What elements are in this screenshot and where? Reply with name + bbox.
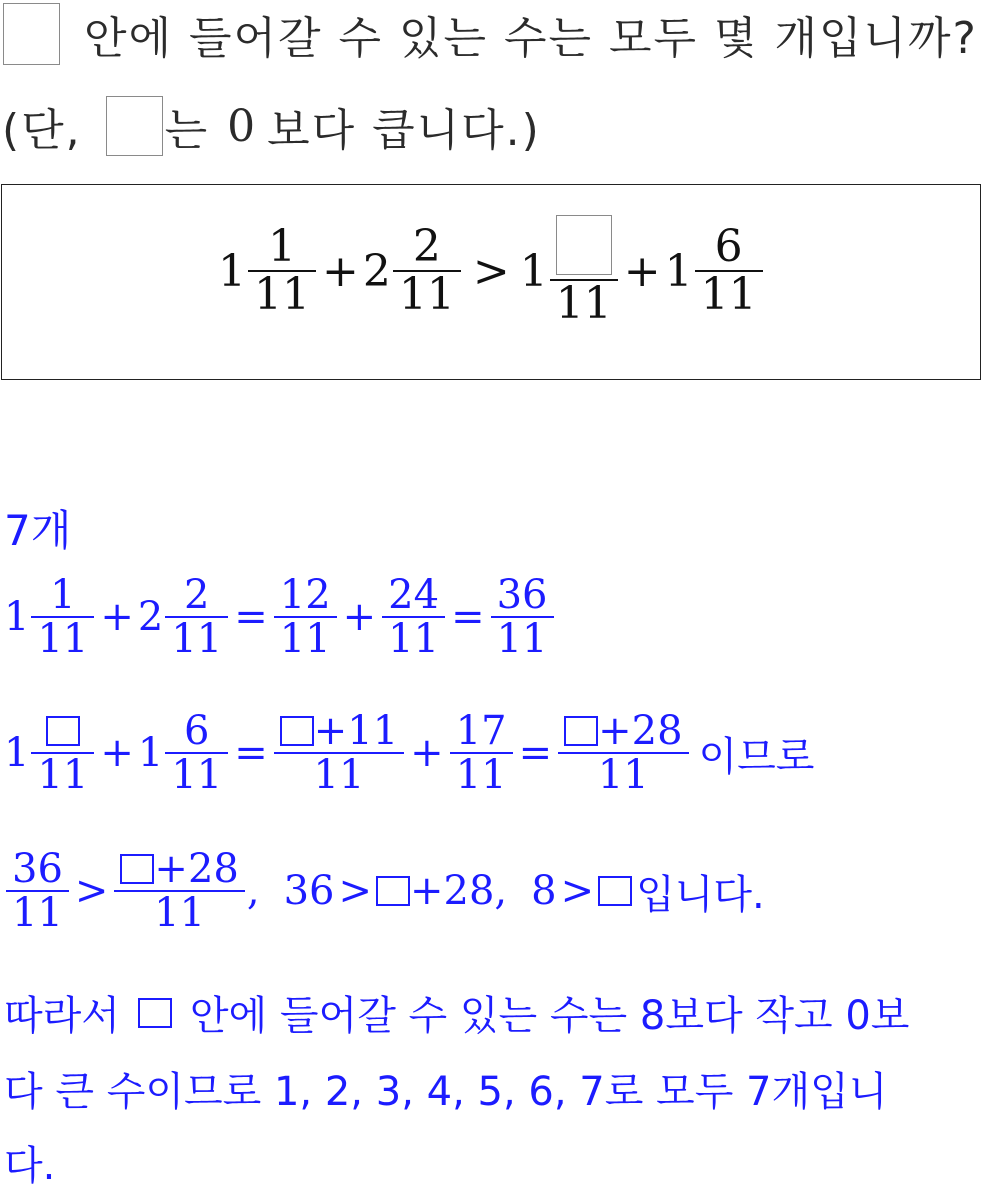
blank-square-icon [598, 876, 632, 906]
greater-than-sign: > [560, 868, 595, 914]
denominator: 11 [313, 752, 365, 798]
equals-sign: = [234, 594, 268, 640]
fraction-36-over-11 [491, 574, 554, 660]
fraction-36-over-11 [6, 848, 69, 934]
term2-denominator: 11 [398, 269, 455, 321]
condition-end: 보다 큽니다.) [267, 105, 541, 156]
numerator-box [40, 710, 86, 752]
fraction-2-over-11 [165, 574, 228, 660]
denominator: 11 [171, 752, 223, 798]
numerator: 1 [50, 572, 76, 618]
denominator: 11 [388, 616, 440, 662]
fraction-24-over-11 [382, 574, 445, 660]
greater-than-sign: > [74, 868, 109, 914]
blank-square-icon [564, 716, 598, 746]
plus-sign: + [410, 730, 444, 776]
numerator: 12 [279, 572, 331, 618]
term3-whole: 1 [519, 245, 548, 297]
whole-1: 1 [4, 730, 30, 776]
equals-sign: = [518, 730, 553, 776]
line5-prefix: 따라서 [4, 993, 120, 1039]
term1-numerator: 1 [268, 220, 296, 272]
denominator: 11 [597, 752, 649, 798]
condition-blank-box [106, 96, 163, 156]
term1-denominator: 11 [254, 269, 310, 321]
greater-than-sign: > [472, 245, 510, 297]
plus-sign: + [322, 245, 359, 297]
fraction-box-plus-11-over-11 [274, 710, 404, 796]
term1-whole: 1 [218, 245, 246, 297]
term4-fraction [695, 220, 763, 321]
condition-open: (단, [2, 105, 82, 156]
line4-suffix: 입니다. [636, 871, 765, 918]
line5-text: 안에 들어갈 수 있는 수는 8보다 작고 0보 [189, 993, 910, 1039]
whole-1: 1 [4, 594, 30, 640]
term4-denominator: 11 [700, 269, 757, 321]
denominator: 11 [37, 616, 89, 662]
condition-after-box: 는 [164, 105, 210, 156]
term4-numerator: 6 [714, 220, 743, 272]
denominator: 11 [171, 616, 223, 662]
whole-2: 2 [137, 594, 164, 640]
term1-fraction [248, 220, 316, 321]
condition-zero: 0 [227, 100, 258, 152]
solution-line-2 [4, 574, 556, 660]
box-plus-28: +28, [409, 868, 508, 914]
plus-sign: + [100, 730, 134, 776]
numerator: 17 [455, 708, 507, 754]
numerator [274, 710, 404, 752]
fraction-box-over-11 [31, 710, 94, 796]
numerator: 36 [496, 572, 548, 618]
term3-denominator: 11 [555, 278, 612, 329]
fraction-6-over-11 [165, 710, 228, 796]
question-line-1 [0, 2, 978, 66]
term2-numerator: 2 [412, 220, 441, 272]
solution-answer: 7개 [4, 506, 72, 555]
term3-numerator-box [550, 215, 618, 279]
numerator-tail: +28 [598, 708, 683, 754]
blank-square-icon [46, 716, 80, 746]
term4-whole: 1 [664, 245, 693, 297]
question-line-2 [0, 95, 541, 157]
fraction-17-over-11 [450, 710, 513, 796]
numerator [558, 710, 688, 752]
fraction-box-plus-28-over-11 [114, 848, 244, 934]
whole-1: 1 [137, 730, 164, 776]
plus-sign: + [623, 245, 661, 297]
greater-than-sign: > [338, 868, 372, 914]
denominator: 11 [455, 752, 507, 798]
term2-whole: 2 [362, 245, 391, 297]
numerator: 2 [184, 572, 210, 618]
solution-line-4 [4, 848, 765, 934]
denominator: 11 [496, 616, 548, 662]
denominator: 11 [154, 890, 206, 936]
numerator-blank-box [556, 215, 612, 275]
numerator: 36 [12, 846, 63, 892]
blank-square-icon [376, 876, 410, 906]
equals-sign: = [451, 594, 485, 640]
inequality-box [1, 184, 981, 380]
fraction-12-over-11 [274, 574, 337, 660]
denominator: 11 [12, 890, 63, 936]
solution-line-7: 다. [4, 1143, 56, 1189]
question-text: 안에 들어갈 수 있는 수는 모두 몇 개입니까? [84, 13, 978, 64]
blank-square-icon [280, 716, 314, 746]
line3-suffix: 이므로 [698, 733, 815, 780]
numerator [114, 848, 244, 890]
solution-line-3 [4, 710, 814, 796]
term2-fraction [393, 220, 461, 321]
blank-square-icon [120, 854, 154, 884]
equals-sign: = [234, 730, 268, 776]
answer-blank-box [3, 3, 60, 65]
value-8: 8 [531, 868, 557, 914]
numerator-tail: +28 [154, 846, 239, 892]
denominator: 11 [279, 616, 331, 662]
plus-sign: + [342, 594, 377, 640]
value-36: 36 [283, 868, 335, 914]
blank-square-icon [138, 998, 172, 1028]
comma: , [246, 868, 260, 914]
numerator: 6 [184, 708, 210, 754]
term3-fraction [550, 215, 618, 327]
fraction-1-over-11 [31, 574, 94, 660]
solution-line-6: 다 큰 수이므로 1, 2, 3, 4, 5, 6, 7로 모두 7개입니 [4, 1069, 888, 1115]
numerator-tail: +11 [313, 708, 399, 754]
plus-sign: + [100, 594, 134, 640]
fraction-box-plus-28-over-11 [558, 710, 688, 796]
numerator: 24 [388, 572, 440, 618]
inequality [218, 215, 765, 327]
denominator: 11 [37, 752, 89, 798]
solution-line-5 [4, 984, 909, 1041]
